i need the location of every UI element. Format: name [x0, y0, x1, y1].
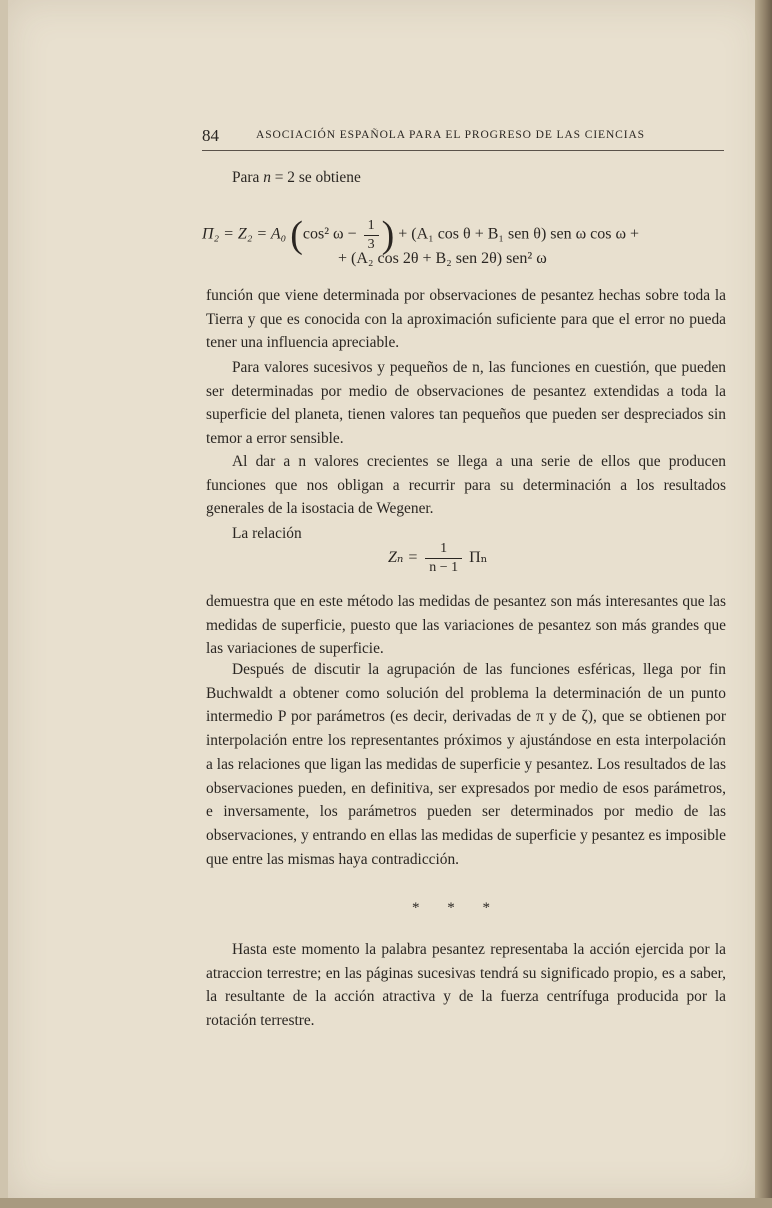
page-edge-bottom: [0, 1198, 772, 1208]
paragraph-1: función que viene determinada por observaciones de pesantez hechas sobre toda la Tierra y que es conocida con la aproximación suficiente para que el error no pueda tener una influencia apreciable.: [206, 287, 726, 352]
equation-zn-rhs: Πₙ: [469, 549, 488, 567]
paragraph-2: Para valores sucesivos y pequeños de n, las funciones en cuestión, que pueden ser determinadas por medio de observaciones de pesantez extendidas a toda la superficie del planeta, tienen valores tan pequeños que pueden ser despreciados sin temor a error sensible.: [206, 359, 726, 448]
paragraph-6: Después de discutir la agrupación de las funciones esféricas, llega por fin Buchwaldt a obtener como solución del problema la determinación de un punto intermedio P por parámetros (es decir, derivadas de π y de ζ), que se obtienen por interpolación entre los representantes próximos y ajustándose en esta interpolación a las relaciones que ligan las medidas de superficie y pesantez. Los resultados de las observaciones pueden, en definitiva, ser expresados por medio de esos parámetros, e inversamente, los parámetros pueden ser determinados por medio de las observaciones, y entrando en ellas las medidas de superficie y pesantez es imposible que entre las mismas haya contradicción.: [206, 661, 726, 868]
section-separator: * * *: [412, 900, 502, 916]
equation-zn-lhs: Zₙ =: [388, 549, 419, 567]
left-paren: (: [290, 214, 303, 256]
fraction-one-over-n-minus-one: $\frac{1}{n - 1}$: [425, 540, 462, 577]
page-edge-right: [755, 0, 772, 1208]
page-header: [202, 126, 724, 151]
paragraph-3: Al dar a n valores crecientes se llega a una serie de ellos que producen funciones que nos obligan a recurrir para su determinación a los resultados generales de la isostacia de Wegener.: [206, 453, 726, 518]
cos-term: cos² ω −: [302, 225, 357, 243]
equation-rest-line1: + (A₁ cos θ + B₁ sen θ) sen ω cos ω +: [398, 225, 640, 243]
equation-lhs: Π₂ = Z₂ = A₀: [202, 225, 287, 243]
paragraph-7: Hasta este momento la palabra pesantez representaba la acción ejercida por la atraccion terrestre; en las páginas sucesivas tendrá su significado propio, es a saber, la resultante de la acción atractiva y de la fuerza centrífuga producida por la rotación terrestre.: [206, 941, 726, 1030]
paragraph-4: La relación: [232, 525, 302, 542]
equation-row-2: + (A₂ cos 2θ + B₂ sen 2θ) sen² ω: [338, 250, 547, 267]
running-title: ASOCIACIÓN ESPAÑOLA PARA EL PROGRESO DE LAS CIENCIAS: [256, 129, 645, 141]
paragraph-5: demuestra que en este método las medidas de pesantez son más interesantes que las medidas de superficie, puesto que las variaciones de pesantez son más grandes que las variaciones de superficie.: [206, 593, 726, 658]
page-number: 84: [202, 126, 219, 145]
variable-n: n: [263, 169, 271, 186]
right-paren: ): [381, 214, 395, 256]
equation-zn: [388, 540, 548, 582]
intro-line: Para n = 2 se obtiene: [232, 169, 361, 186]
equation-row-1: [202, 216, 639, 254]
fraction-one-third: $\frac{1}{3}$: [364, 217, 379, 254]
equation-pi-2: [202, 200, 728, 278]
